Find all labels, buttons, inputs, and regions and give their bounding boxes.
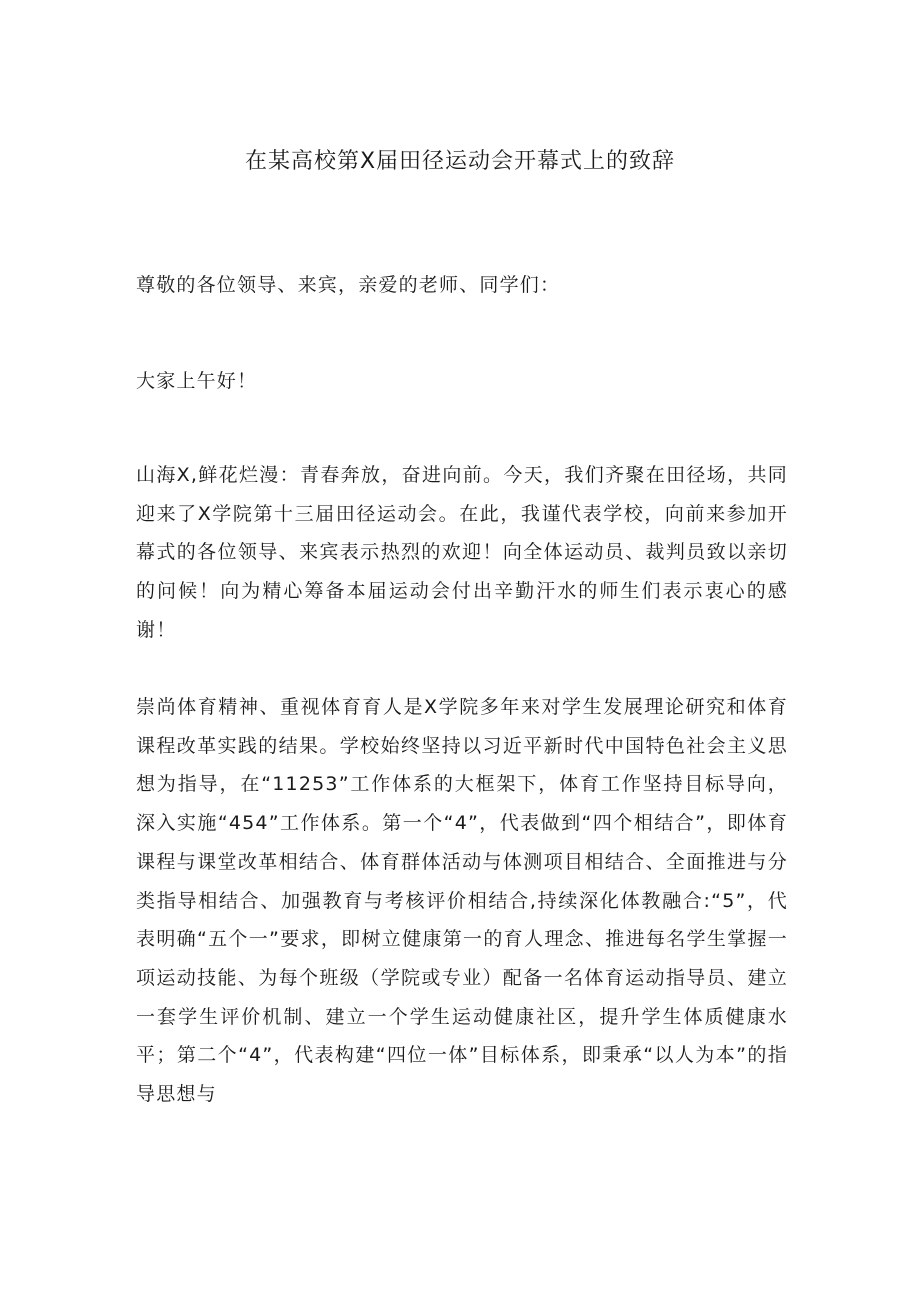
- document-title: 在某高校第X届田径运动会开幕式上的致辞: [244, 149, 676, 174]
- body-paragraph: 崇尚体育精神、重视体育育人是X学院多年来对学生发展理论研究和体育课程改革实践的结果。学校始终坚持以习近平新时代中国特色社会主义思想为指导，在“11253”工作体系的大框架下，体育工作坚持目标导向，深入实施“454”工作体系。第一个“4”，代表做到“四个相结合”，即体育课程与课堂改革相结合、体育群体活动与体测项目相结合、全面推进与分类指导相结合、加强教育与考核评价相结合,持续深化体教融合:“5”，代表明确“五个一”要求，即树立健康第一的育人理念、推进每名学生掌握一项运动技能、为每个班级（学院或专业）配备一名体育运动指导员、建立一套学生评价机制、建立一个学生运动健康社区，提升学生体质健康水平；第二个“4”，代表构建“四位一体”目标体系，即秉承“以人为本”的指导思想与: [136, 696, 788, 1106]
- intro-paragraph: 山海X,鲜花烂漫：青春奔放，奋进向前。今天，我们齐聚在田径场，共同迎来了X学院第十三届田径运动会。在此，我谨代表学校，向前来参加开幕式的各位领导、来宾表示热烈的欢迎！向全体运动员、裁判员致以亲切的问候！向为精心筹备本届运动会付出辛勤汗水的师生们表示衷心的感谢！: [136, 464, 788, 641]
- salutation-paragraph: 大家上午好！: [136, 370, 258, 392]
- greeting-paragraph: 尊敬的各位领导、来宾，亲爱的老师、同学们：: [136, 274, 561, 296]
